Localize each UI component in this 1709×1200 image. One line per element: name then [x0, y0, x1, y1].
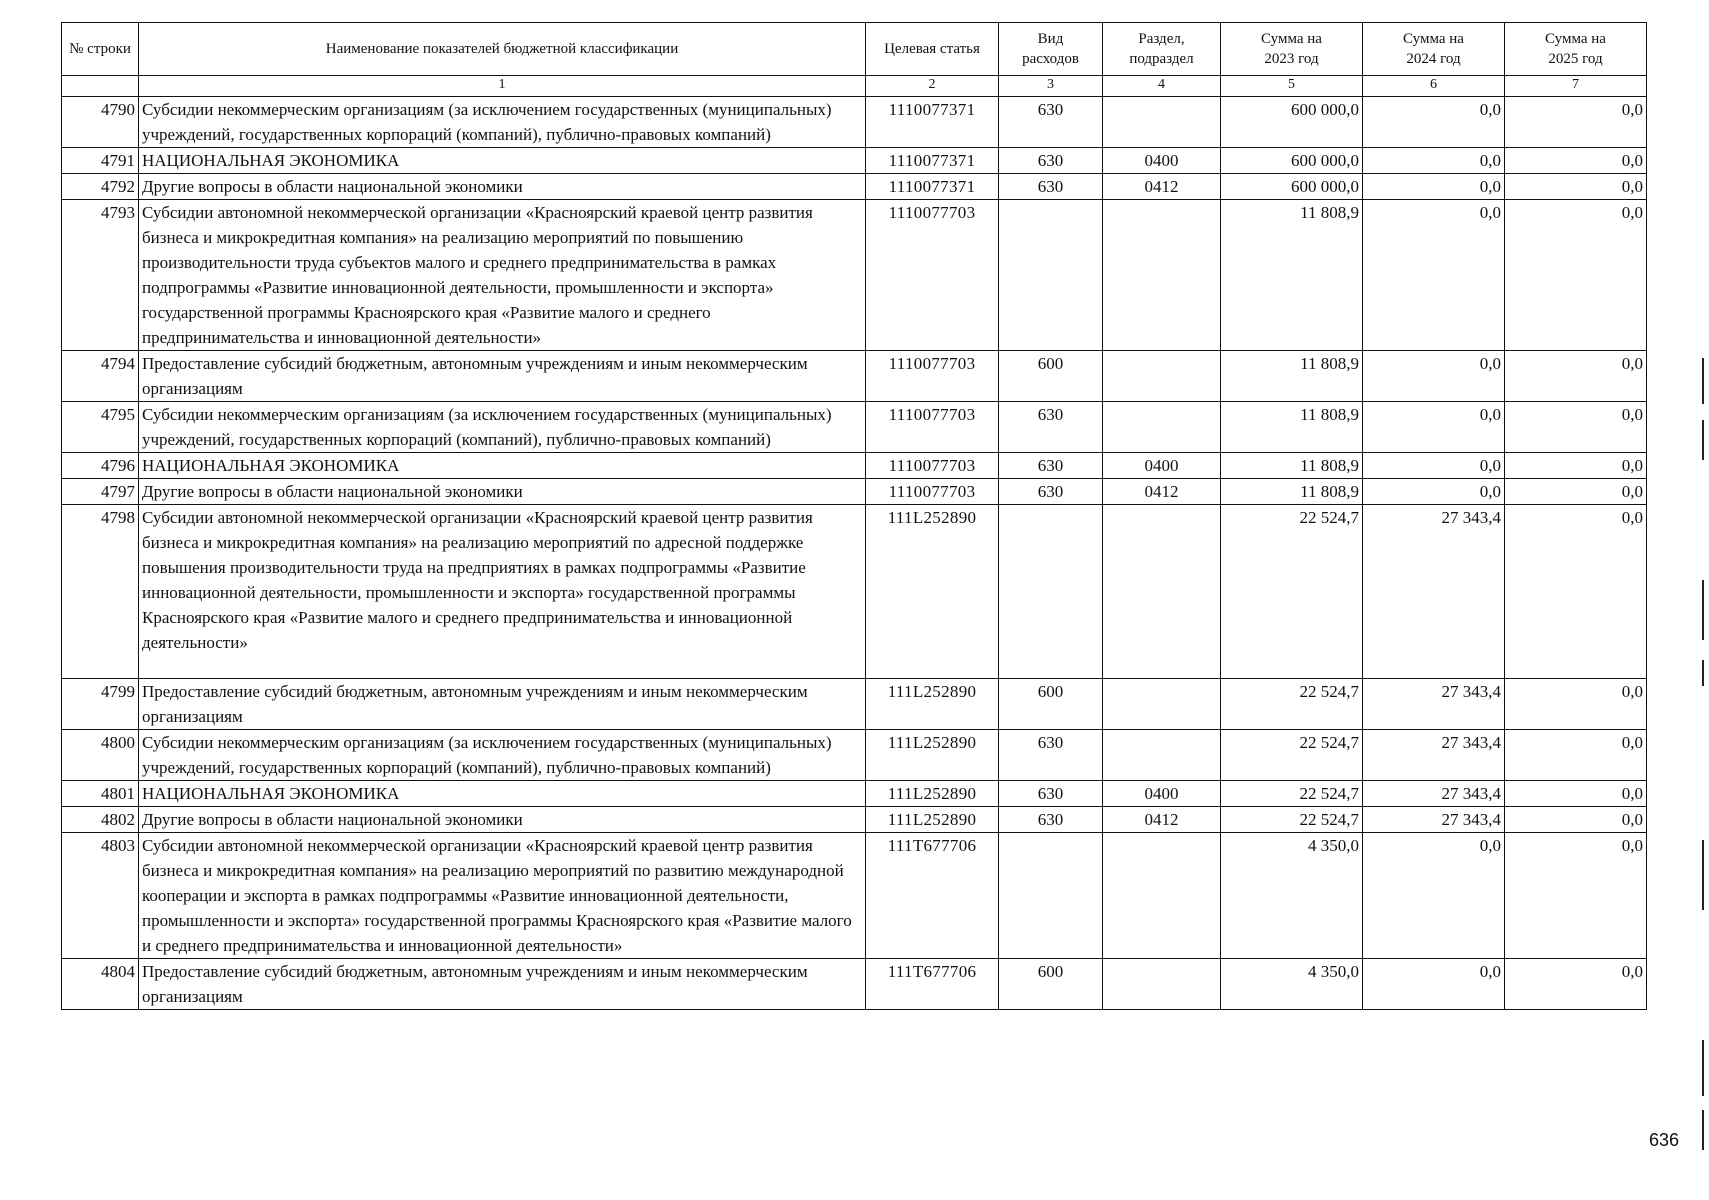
row-sum-2025: 0,0	[1505, 479, 1647, 505]
row-type: 630	[999, 479, 1103, 505]
row-type: 630	[999, 174, 1103, 200]
row-sum-2023: 600 000,0	[1221, 97, 1363, 148]
row-sum-2025: 0,0	[1505, 679, 1647, 730]
header-sum-2023-line2: 2023 год	[1264, 51, 1319, 67]
row-sum-2025: 0,0	[1505, 351, 1647, 402]
row-name: Другие вопросы в области национальной экономики	[139, 807, 866, 833]
scan-edge-mark	[1702, 580, 1704, 640]
header-sum-2025	[1505, 23, 1647, 76]
column-number: 2	[866, 76, 999, 97]
row-sum-2023: 11 808,9	[1221, 402, 1363, 453]
row-target: 111L252890	[866, 679, 999, 730]
row-target: 1110077703	[866, 479, 999, 505]
column-number: 7	[1505, 76, 1647, 97]
row-sum-2024: 0,0	[1363, 200, 1505, 351]
row-sum-2024: 0,0	[1363, 351, 1505, 402]
table-row	[62, 833, 1647, 959]
table-row	[62, 807, 1647, 833]
row-sum-2024: 0,0	[1363, 97, 1505, 148]
header-row-no: № строки	[62, 23, 139, 76]
row-section: 0412	[1103, 174, 1221, 200]
table-row	[62, 959, 1647, 1010]
row-type	[999, 833, 1103, 959]
header-sum-2024-line2: 2024 год	[1406, 51, 1461, 67]
scan-edge-mark	[1702, 358, 1704, 404]
header-sum-2023	[1221, 23, 1363, 76]
row-name: Другие вопросы в области национальной экономики	[139, 479, 866, 505]
column-number: 3	[999, 76, 1103, 97]
row-sum-2024: 0,0	[1363, 174, 1505, 200]
header-sum-2025-line1: Сумма на	[1545, 30, 1606, 47]
row-name: Субсидии автономной некоммерческой организации «Красноярский краевой центр развития бизнеса и микрокредитная компания» на реализацию мероприятий по повышению производительности труда субъектов малого и среднего предпринимательства в рамках подпрограммы «Развитие инновационной деятельности, промышленности и экспорта» государственной программы Красноярского края «Развитие малого и среднего предпринимательства и инновационной деятельности»	[139, 200, 866, 351]
row-number: 4794	[62, 351, 139, 402]
row-sum-2023: 4 350,0	[1221, 959, 1363, 1010]
budget-table	[61, 22, 1647, 1010]
row-name: Предоставление субсидий бюджетным, автономным учреждениям и иным некоммерческим организациям	[139, 959, 866, 1010]
row-sum-2024: 27 343,4	[1363, 781, 1505, 807]
row-target: 111T677706	[866, 833, 999, 959]
row-target: 111L252890	[866, 730, 999, 781]
row-type: 630	[999, 453, 1103, 479]
row-type: 630	[999, 97, 1103, 148]
row-sum-2025: 0,0	[1505, 781, 1647, 807]
row-sum-2023: 600 000,0	[1221, 148, 1363, 174]
row-type: 630	[999, 781, 1103, 807]
row-sum-2024: 27 343,4	[1363, 505, 1505, 679]
row-type: 630	[999, 730, 1103, 781]
row-type: 600	[999, 959, 1103, 1010]
row-number: 4796	[62, 453, 139, 479]
row-sum-2023: 11 808,9	[1221, 479, 1363, 505]
row-section	[1103, 402, 1221, 453]
row-type: 600	[999, 679, 1103, 730]
row-sum-2024: 0,0	[1363, 148, 1505, 174]
scan-edge-mark	[1702, 420, 1704, 460]
row-target: 111L252890	[866, 505, 999, 679]
scan-edge-mark	[1702, 660, 1704, 686]
table-row	[62, 479, 1647, 505]
row-name: Субсидии автономной некоммерческой организации «Красноярский краевой центр развития бизнеса и микрокредитная компания» на реализацию мероприятий по адресной поддержке повышения производительности труда на предприятиях в рамках подпрограммы «Развитие инновационной деятельности, промышленности и экспорта» государственной программы Красноярского края «Развитие малого и среднего предпринимательства и инновационной деятельности»	[139, 505, 866, 679]
row-section: 0400	[1103, 453, 1221, 479]
row-section: 0412	[1103, 807, 1221, 833]
table-row	[62, 505, 1647, 679]
header-section-line1: Раздел,	[1138, 30, 1185, 47]
row-section	[1103, 679, 1221, 730]
scan-edge-mark	[1702, 1110, 1704, 1150]
row-number: 4802	[62, 807, 139, 833]
row-name: НАЦИОНАЛЬНАЯ ЭКОНОМИКА	[139, 781, 866, 807]
row-type: 630	[999, 148, 1103, 174]
row-sum-2024: 0,0	[1363, 402, 1505, 453]
row-sum-2025: 0,0	[1505, 807, 1647, 833]
row-target: 1110077703	[866, 200, 999, 351]
header-type	[999, 23, 1103, 76]
row-section	[1103, 730, 1221, 781]
column-number	[62, 76, 139, 97]
row-sum-2024: 27 343,4	[1363, 807, 1505, 833]
row-section	[1103, 351, 1221, 402]
row-target: 1110077371	[866, 174, 999, 200]
table-row	[62, 351, 1647, 402]
row-section: 0412	[1103, 479, 1221, 505]
row-target: 1110077703	[866, 402, 999, 453]
row-name: Предоставление субсидий бюджетным, автономным учреждениям и иным некоммерческим организациям	[139, 679, 866, 730]
row-section	[1103, 505, 1221, 679]
row-name: НАЦИОНАЛЬНАЯ ЭКОНОМИКА	[139, 148, 866, 174]
row-sum-2023: 11 808,9	[1221, 453, 1363, 479]
row-number: 4797	[62, 479, 139, 505]
scan-edge-mark	[1702, 1040, 1704, 1096]
column-number-row	[62, 76, 1647, 97]
row-section	[1103, 200, 1221, 351]
header-type-line1: Вид	[1037, 30, 1064, 47]
row-sum-2025: 0,0	[1505, 730, 1647, 781]
row-sum-2025: 0,0	[1505, 505, 1647, 679]
row-type: 600	[999, 351, 1103, 402]
column-number: 6	[1363, 76, 1505, 97]
row-target: 1110077371	[866, 148, 999, 174]
row-sum-2024: 27 343,4	[1363, 679, 1505, 730]
row-name: Субсидии некоммерческим организациям (за исключением государственных (муниципальных) учреждений, государственных корпораций (компаний), публично-правовых компаний)	[139, 402, 866, 453]
header-sum-2025-line2: 2025 год	[1548, 51, 1603, 67]
row-number: 4793	[62, 200, 139, 351]
row-sum-2023: 22 524,7	[1221, 781, 1363, 807]
row-section	[1103, 97, 1221, 148]
header-sum-2024-line1: Сумма на	[1403, 30, 1464, 47]
row-sum-2025: 0,0	[1505, 453, 1647, 479]
table-row	[62, 453, 1647, 479]
table-row	[62, 402, 1647, 453]
row-number: 4795	[62, 402, 139, 453]
row-type: 630	[999, 402, 1103, 453]
row-sum-2025: 0,0	[1505, 174, 1647, 200]
row-number: 4801	[62, 781, 139, 807]
page-number: 636	[1649, 1130, 1680, 1150]
header-row	[62, 23, 1647, 76]
row-name: Субсидии автономной некоммерческой организации «Красноярский краевой центр развития бизнеса и микрокредитная компания» на реализацию мероприятий по развитию международной кооперации и экспорта в рамках подпрограммы «Развитие инновационной деятельности, промышленности и экспорта» государственной программы Красноярского края «Развитие малого и среднего предпринимательства и инновационной деятельности»	[139, 833, 866, 959]
row-sum-2023: 4 350,0	[1221, 833, 1363, 959]
row-sum-2023: 22 524,7	[1221, 807, 1363, 833]
row-number: 4790	[62, 97, 139, 148]
row-type	[999, 200, 1103, 351]
header-sum-2024	[1363, 23, 1505, 76]
row-number: 4799	[62, 679, 139, 730]
row-section	[1103, 833, 1221, 959]
row-name: Другие вопросы в области национальной экономики	[139, 174, 866, 200]
row-number: 4803	[62, 833, 139, 959]
row-sum-2025: 0,0	[1505, 200, 1647, 351]
row-target: 1110077703	[866, 453, 999, 479]
table-row	[62, 679, 1647, 730]
table-row	[62, 730, 1647, 781]
row-sum-2023: 11 808,9	[1221, 351, 1363, 402]
row-sum-2025: 0,0	[1505, 959, 1647, 1010]
column-number: 4	[1103, 76, 1221, 97]
header-sum-2023-line1: Сумма на	[1261, 30, 1322, 47]
row-target: 1110077703	[866, 351, 999, 402]
row-number: 4804	[62, 959, 139, 1010]
table-row	[62, 200, 1647, 351]
column-number: 5	[1221, 76, 1363, 97]
row-target: 111T677706	[866, 959, 999, 1010]
row-section: 0400	[1103, 781, 1221, 807]
row-section: 0400	[1103, 148, 1221, 174]
table-row	[62, 174, 1647, 200]
row-sum-2024: 0,0	[1363, 479, 1505, 505]
table-row	[62, 148, 1647, 174]
row-sum-2024: 27 343,4	[1363, 730, 1505, 781]
scan-edge-mark	[1702, 840, 1704, 910]
row-target: 111L252890	[866, 807, 999, 833]
row-name: Субсидии некоммерческим организациям (за исключением государственных (муниципальных) учреждений, государственных корпораций (компаний), публично-правовых компаний)	[139, 730, 866, 781]
row-type: 630	[999, 807, 1103, 833]
row-number: 4791	[62, 148, 139, 174]
column-number: 1	[139, 76, 866, 97]
row-target: 1110077371	[866, 97, 999, 148]
row-number: 4792	[62, 174, 139, 200]
row-sum-2024: 0,0	[1363, 959, 1505, 1010]
row-sum-2023: 22 524,7	[1221, 679, 1363, 730]
row-sum-2025: 0,0	[1505, 97, 1647, 148]
row-sum-2025: 0,0	[1505, 402, 1647, 453]
row-type	[999, 505, 1103, 679]
row-sum-2023: 600 000,0	[1221, 174, 1363, 200]
header-section-line2: подраздел	[1129, 51, 1194, 67]
header-type-line2: расходов	[1022, 51, 1079, 67]
row-sum-2023: 11 808,9	[1221, 200, 1363, 351]
row-name: Субсидии некоммерческим организациям (за исключением государственных (муниципальных) учреждений, государственных корпораций (компаний), публично-правовых компаний)	[139, 97, 866, 148]
row-sum-2023: 22 524,7	[1221, 730, 1363, 781]
row-target: 111L252890	[866, 781, 999, 807]
row-name: Предоставление субсидий бюджетным, автономным учреждениям и иным некоммерческим организациям	[139, 351, 866, 402]
row-sum-2025: 0,0	[1505, 148, 1647, 174]
table-row	[62, 781, 1647, 807]
row-name: НАЦИОНАЛЬНАЯ ЭКОНОМИКА	[139, 453, 866, 479]
row-sum-2024: 0,0	[1363, 833, 1505, 959]
row-number: 4800	[62, 730, 139, 781]
table-row	[62, 97, 1647, 148]
row-section	[1103, 959, 1221, 1010]
row-number: 4798	[62, 505, 139, 679]
row-sum-2025: 0,0	[1505, 833, 1647, 959]
header-target: Целевая статья	[866, 23, 999, 76]
row-sum-2023: 22 524,7	[1221, 505, 1363, 679]
header-section	[1103, 23, 1221, 76]
row-sum-2024: 0,0	[1363, 453, 1505, 479]
header-name: Наименование показателей бюджетной классификации	[139, 23, 866, 76]
